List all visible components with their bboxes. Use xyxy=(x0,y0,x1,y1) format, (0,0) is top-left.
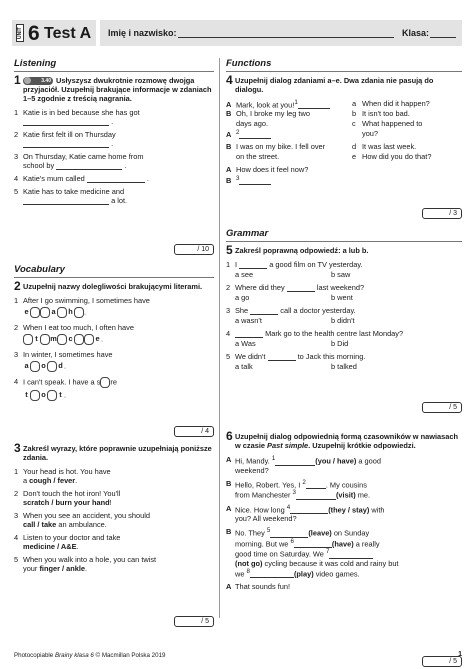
vocabulary-items xyxy=(14,296,214,401)
letter-input[interactable] xyxy=(84,334,94,345)
letter-input[interactable] xyxy=(30,390,40,401)
dialog-row: B I was on my bike. I fell over d It was last week. xyxy=(226,141,417,151)
option-a[interactable]: a wasn't xyxy=(235,315,262,325)
option-letter: e xyxy=(352,151,357,161)
footer: Photocopiable Brainy klasa 6 © Macmillan Polska 2019 xyxy=(14,652,166,659)
speaker-label: A xyxy=(226,582,232,592)
audio-track-badge[interactable]: 3.40 xyxy=(23,77,53,85)
task-6-instruction: 6 Uzupełnij dialog odpowiednią formą czasowników w nawiasach w czasie Past simple. Uzupełnij krótkie odpowiedzi. xyxy=(226,429,458,451)
list-item: 3 She call a doctor yesterday. xyxy=(226,305,356,315)
dialog-row: A How does it feel now? xyxy=(226,164,309,174)
unit-number: 6 xyxy=(28,22,40,45)
answer-blank[interactable] xyxy=(270,530,308,538)
score-box[interactable]: / 5 xyxy=(422,402,462,413)
list-item: 4 Katie's mum called . xyxy=(14,173,149,183)
letter-input[interactable] xyxy=(40,334,50,345)
given-letter: o xyxy=(41,389,46,399)
list-item: 5 When you walk into a hole, you can twist your finger / ankle. xyxy=(14,555,157,574)
task-3-section xyxy=(14,441,214,625)
choice-options[interactable]: cough / fever xyxy=(29,476,76,486)
option-b[interactable]: b talked xyxy=(331,361,357,371)
answer-options xyxy=(226,270,462,279)
headphones-icon xyxy=(24,77,31,84)
task-number: 1 xyxy=(14,72,21,87)
option-b[interactable]: b didn't xyxy=(331,315,355,325)
given-letter: t xyxy=(25,389,28,399)
given-letter: a xyxy=(24,360,29,370)
score-box[interactable]: / 4 xyxy=(174,426,214,437)
answer-options xyxy=(226,293,462,302)
option-letter: b xyxy=(352,108,357,118)
letter-input[interactable] xyxy=(57,307,67,318)
task-3-instruction: 3 Zakreśl wyrazy, które poprawnie uzupełniają poniższe zdania. xyxy=(14,441,212,463)
option-b[interactable]: b went xyxy=(331,292,353,302)
option-b[interactable]: b saw xyxy=(331,269,351,279)
answer-blank[interactable] xyxy=(294,540,332,548)
list-item: 2 Don't touch the hot iron! You'll scratch / burn your hand! xyxy=(14,489,121,508)
letter-input[interactable] xyxy=(23,334,33,345)
answer-blank[interactable] xyxy=(23,197,109,205)
page-number: 1 xyxy=(458,651,462,658)
letter-input[interactable] xyxy=(47,390,57,401)
choice-options[interactable]: scratch / burn your hand xyxy=(23,498,110,508)
list-item: 2 Katie first felt ill on Thursday . xyxy=(14,129,116,148)
speaker-label: A xyxy=(226,455,232,465)
option-a[interactable]: a Was xyxy=(235,338,256,348)
task-5-items xyxy=(226,260,462,371)
dialog-row: on the street. e How did you do that? xyxy=(236,151,432,161)
speaker-label: B xyxy=(226,176,232,186)
dialog-row: B $^3$ xyxy=(226,175,462,185)
functions-section xyxy=(226,58,462,217)
task-6-section xyxy=(226,429,462,665)
dialog-row: A Hi, Mandy. $^1$ (you / have) a good weekend? xyxy=(226,455,382,475)
task-2-instruction: 2 Uzupełnij nazwy dolegliwości brakującymi literami. xyxy=(14,278,203,293)
score-box[interactable]: / 3 xyxy=(422,208,462,219)
given-letter: e xyxy=(24,306,29,316)
given-letter: h xyxy=(68,306,73,316)
list-item: 2 When I eat too much, I often have t m c e. xyxy=(14,323,214,345)
grammar-title: Grammar xyxy=(226,228,462,242)
page-header xyxy=(12,20,462,46)
option-letter: c xyxy=(352,118,356,128)
speaker-label: B xyxy=(226,141,232,151)
dialog-row: A That sounds fun! xyxy=(226,582,291,592)
answer-blank[interactable] xyxy=(296,492,336,500)
dialog-row: A $^2$ you? xyxy=(226,128,379,140)
speaker-label: B xyxy=(226,527,232,537)
unit-badge xyxy=(12,20,96,46)
answer-blank[interactable] xyxy=(239,177,271,185)
letter-boxes: t m c e. xyxy=(23,334,214,345)
given-letter: e xyxy=(95,333,100,343)
option-b[interactable]: b Did xyxy=(331,338,349,348)
task-5-instruction: 5 Zakreśl poprawną odpowiedź: a lub b. xyxy=(226,242,369,257)
answer-blank[interactable] xyxy=(239,261,267,269)
speaker-label: A xyxy=(226,100,232,110)
list-item: 3 When you see an accident, you should call / take an ambulance. xyxy=(14,511,150,530)
dialog-row: A Nice. How long $^4$ (they / stay) with you? All weekend? xyxy=(226,503,385,524)
dialog-row: days ago. c What happened to xyxy=(236,118,423,128)
task-4-instruction: 4 Uzupełnij dialog zdaniami a–e. Dwa zdania nie pasują do dialogu. xyxy=(226,72,434,94)
answer-blank[interactable] xyxy=(268,353,296,361)
answer-blank[interactable] xyxy=(306,481,326,489)
list-item: 1 After I go swimming, I sometimes have e a h . xyxy=(14,296,214,318)
dialog-row: B No. They $^5$ (leave) on Sunday morning. But we $^6$ (have) a really good time on Saturday. We $^7$ (not go) cycling because it was cold and rainy but we $^8$ (play) video games. xyxy=(226,527,399,579)
list-item: 2 Where did they last weekend? xyxy=(226,282,365,292)
list-item: 5 Katie has to take medicine and a lot. xyxy=(14,186,128,205)
grammar-section xyxy=(226,228,462,411)
task-3-items xyxy=(14,467,214,573)
answer-blank[interactable] xyxy=(250,570,294,578)
answer-blank[interactable] xyxy=(235,330,263,338)
vocabulary-title: Vocabulary xyxy=(14,264,214,278)
letter-input[interactable] xyxy=(30,361,40,372)
answer-options xyxy=(226,339,462,348)
speaker-label: B xyxy=(226,108,232,118)
dialog-row: B Oh, I broke my leg two b It isn't too bad. xyxy=(226,108,410,118)
given-letter: t xyxy=(59,389,62,399)
vocabulary-section xyxy=(14,264,214,435)
speaker-label: A xyxy=(226,503,232,513)
list-item: 3 On Thursday, Katie came home from school by . xyxy=(14,151,144,170)
task-1-instruction: 1 3.40 Usłyszysz dwukrotnie rozmowę dwojga przyjaciół. Uzupełnij brakujące informacje w zdaniach 1–5 zgodnie z treścią nagrania. xyxy=(14,72,212,103)
speaker-label: A xyxy=(226,130,232,140)
answer-options xyxy=(226,316,462,325)
answer-blank[interactable] xyxy=(23,118,109,126)
answer-blank[interactable] xyxy=(23,140,109,148)
name-label: Imię i nazwisko: xyxy=(108,28,177,38)
given-letter: c xyxy=(68,333,73,343)
letter-boxes: t o t . xyxy=(23,390,214,401)
given-letter: a xyxy=(51,306,56,316)
letter-input[interactable] xyxy=(40,307,50,318)
option-a[interactable]: a go xyxy=(235,292,250,302)
answer-blank[interactable] xyxy=(275,458,315,466)
letter-boxes: a o d. xyxy=(24,360,67,371)
list-item: 1 I a good film on TV yesterday. xyxy=(226,259,363,269)
list-item: 4 I can't speak. I have a s re t o t . xyxy=(14,377,214,401)
choice-options[interactable]: medicine / A&E xyxy=(23,542,77,552)
answer-blank[interactable] xyxy=(239,131,271,139)
option-letter: a xyxy=(352,98,357,108)
option-a[interactable]: a see xyxy=(235,269,254,279)
list-item: 1 Your head is hot. You have a cough / fever. xyxy=(14,467,111,486)
letter-input[interactable] xyxy=(47,361,57,372)
speaker-label: A xyxy=(226,164,232,174)
letter-input[interactable] xyxy=(74,334,84,345)
answer-blank[interactable] xyxy=(87,175,145,183)
given-letter: m xyxy=(50,333,57,343)
task-6-dialog xyxy=(226,455,462,591)
listening-items xyxy=(14,108,214,205)
name-field[interactable] xyxy=(178,37,394,38)
score-box[interactable]: / 5 xyxy=(422,656,462,667)
list-item: 5 We didn't to Jack this morning. xyxy=(226,351,366,361)
answer-blank[interactable] xyxy=(56,162,122,170)
name-box xyxy=(100,20,462,46)
answer-blank[interactable] xyxy=(250,307,278,315)
class-label: Klasa: xyxy=(402,28,430,38)
letter-input[interactable] xyxy=(74,307,84,318)
letter-boxes: e a h . xyxy=(24,306,87,317)
answer-blank[interactable] xyxy=(329,551,373,559)
class-field[interactable] xyxy=(430,37,456,38)
answer-blank[interactable] xyxy=(290,506,328,514)
answer-options xyxy=(226,362,462,371)
functions-title: Functions xyxy=(226,58,462,72)
list-item: 4 Mark go to the health centre last Monday? xyxy=(226,328,404,338)
given-letter: t xyxy=(35,333,38,343)
option-letter: d xyxy=(352,141,357,151)
speaker-label: B xyxy=(226,478,232,488)
answer-blank[interactable] xyxy=(287,284,315,292)
choice-options[interactable]: finger / ankle xyxy=(39,564,86,574)
list-item: 1 Katie is in bed because she has got . xyxy=(14,107,140,126)
column-divider xyxy=(219,58,220,618)
letter-input[interactable] xyxy=(30,307,40,318)
score-box[interactable]: / 10 xyxy=(174,244,214,255)
option-a[interactable]: a talk xyxy=(235,361,253,371)
listening-section xyxy=(14,58,214,253)
choice-options[interactable]: call / take xyxy=(23,520,57,530)
unit-label: UNIT xyxy=(16,24,24,42)
listening-title: Listening xyxy=(14,58,214,72)
given-letter: d xyxy=(58,360,63,370)
dialog-row: A Mark, look at you!$^1$ a When did it happen? xyxy=(226,98,430,110)
letter-input[interactable] xyxy=(57,334,67,345)
list-item: 4 Listen to your doctor and take medicine / A&E. xyxy=(14,533,121,552)
list-item: 3 In winter, I sometimes have a o d. xyxy=(14,350,214,372)
functions-dialog xyxy=(226,99,462,185)
score-box[interactable]: / 5 xyxy=(174,616,214,627)
letter-input[interactable] xyxy=(100,377,110,388)
test-title: Test A xyxy=(44,25,92,42)
given-letter: o xyxy=(41,360,46,370)
dialog-row: B Hello, Robert. Yes, I $^2$ . My cousins from Manchester $^3$ (visit) me. xyxy=(226,478,371,500)
